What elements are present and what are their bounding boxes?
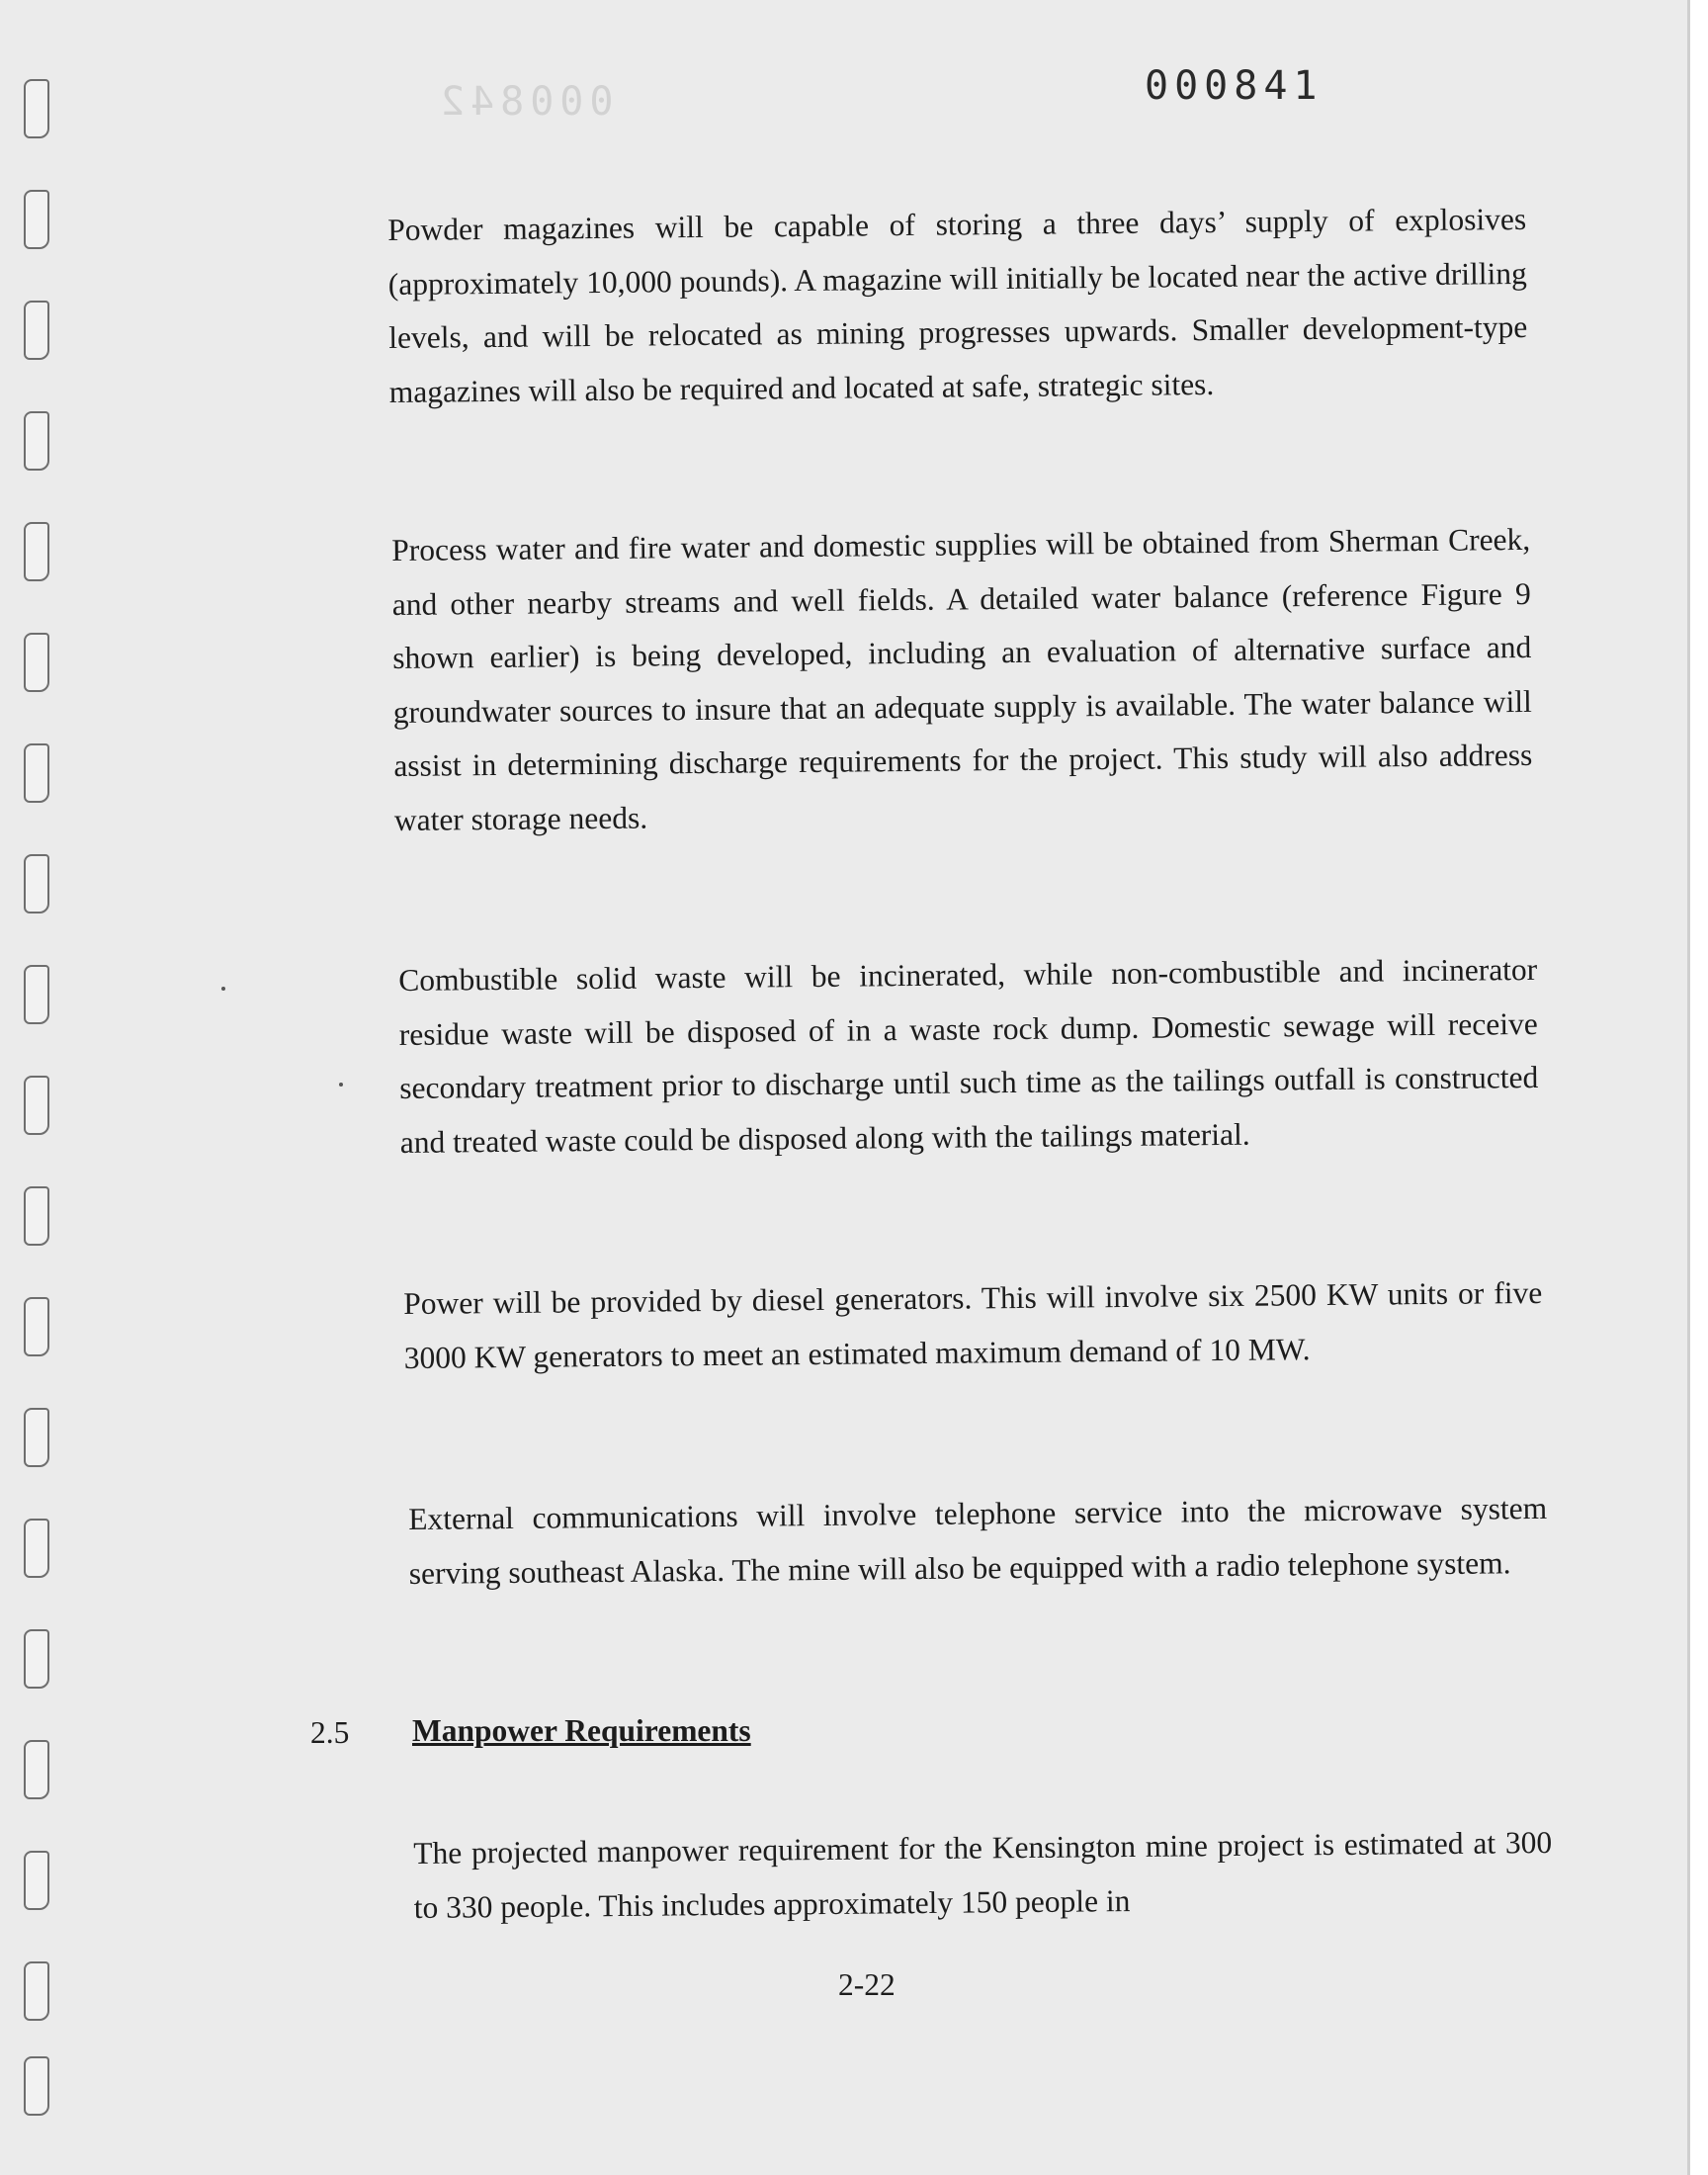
paragraph-communications: External communications will involve telephone service into the microwave system serving southeast Alaska. The mine will also be equipped with a radio telephone system. <box>408 1490 1548 1591</box>
binder-hole <box>24 1961 49 2021</box>
binder-hole <box>24 1186 49 1246</box>
binder-hole <box>24 1519 49 1578</box>
binder-hole <box>24 743 49 803</box>
binder-hole <box>24 2056 49 2116</box>
page-number: 2-22 <box>838 1967 896 2002</box>
binder-holes <box>14 79 63 2116</box>
binder-hole <box>24 79 49 138</box>
section-number: 2.5 <box>310 1715 350 1750</box>
binder-hole <box>24 1408 49 1467</box>
paragraph-waste-disposal: Combustible solid waste will be incinerated, while non-combustible and incinerator residue waste will be disposed of in a waste rock dump. Domestic sewage will receive secondary treatment prior to discharge until such time as the tailings outfall is constructed and treated waste could be disposed along with the tailings material. <box>398 951 1539 1160</box>
scan-speck <box>339 1083 343 1087</box>
binder-hole <box>24 1297 49 1356</box>
paragraph-water-supply: Process water and fire water and domestic supplies will be obtained from Sherman Creek, and other nearby streams and well fields. A detailed water balance (reference Figure 9 shown earlier) is being developed, including an evaluation of alternative surface and groundwater sources to insure that an adequate supply is available. The water balance will assist in determining discharge requirements for the project. This study will also address water storage needs. <box>391 521 1533 837</box>
binder-hole <box>24 1076 49 1135</box>
scan-speck <box>221 987 225 991</box>
binder-hole <box>24 411 49 471</box>
binder-hole <box>24 301 49 360</box>
binder-hole <box>24 522 49 581</box>
paragraph-power: Power will be provided by diesel generators. This will involve six 2500 KW units or five 3000 KW generators to meet an estimated maximum demand of 10 MW. <box>403 1274 1543 1375</box>
binder-hole <box>24 1851 49 1910</box>
bates-number-bleedthrough: 000842 <box>435 79 614 125</box>
bates-number: 000841 <box>1145 63 1324 109</box>
binder-hole <box>24 1740 49 1799</box>
binder-hole <box>24 965 49 1024</box>
section-heading: Manpower Requirements <box>412 1713 751 1748</box>
binder-hole <box>24 190 49 249</box>
binder-hole <box>24 854 49 914</box>
binder-hole <box>24 633 49 692</box>
binder-hole <box>24 1629 49 1689</box>
paragraph-powder-magazines: Powder magazines will be capable of storing a three days’ supply of explosives (approximately 10,000 pounds). A magazine will initially be located near the active drilling levels, and will be relocated as mining progresses upwards. Smaller development-type magazines will also be required and located at safe, strategic sites. <box>387 201 1528 409</box>
paragraph-manpower: The projected manpower requirement for the Kensington mine project is estimated at 300 to 330 people. This includes approximately 150 people in <box>413 1824 1553 1925</box>
